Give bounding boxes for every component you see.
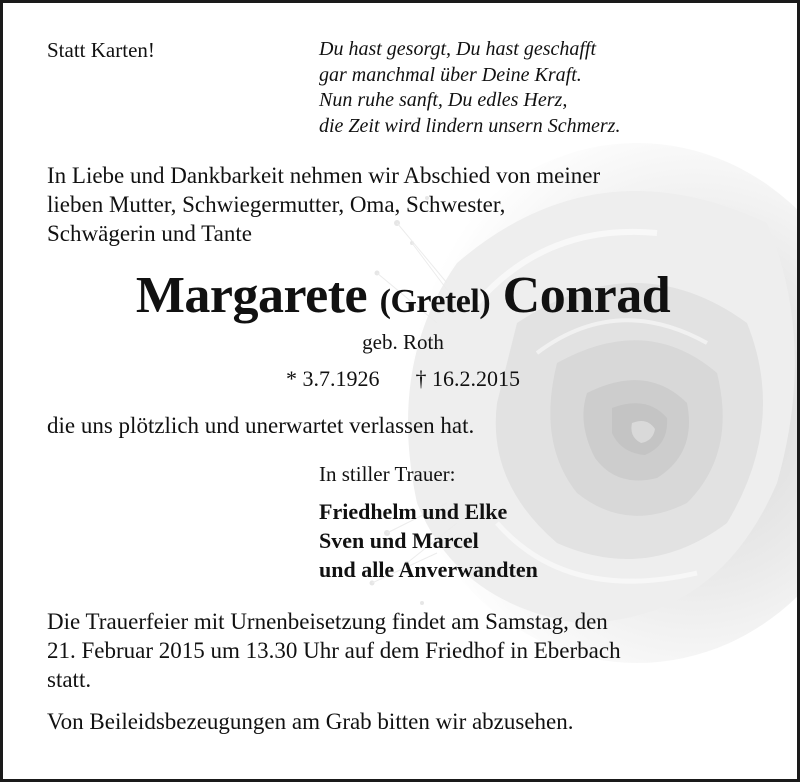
poem-line: die Zeit wird lindern unsern Schmerz. (319, 114, 621, 137)
funeral-line: 21. Februar 2015 um 13.30 Uhr auf dem Friedhof in Eberbach (47, 638, 621, 663)
poem-line: Nun ruhe sanft, Du edles Herz, (319, 89, 568, 111)
last-name: Conrad (502, 267, 671, 324)
life-dates (3, 365, 800, 393)
death-date: † 16.2.2015 (415, 366, 520, 391)
funeral-line: Die Trauerfeier mit Urnenbeisetzung findet am Samstag, den (47, 609, 608, 634)
intro-line: Schwägerin und Tante (47, 221, 252, 246)
intro-text (47, 161, 767, 248)
nickname: (Gretel) (379, 283, 491, 320)
poem-line: Du hast gesorgt, Du hast geschafft (319, 38, 597, 60)
poem-line: gar manchmal über Deine Kraft. (319, 63, 582, 86)
notice-content (3, 3, 797, 779)
intro-line: lieben Mutter, Schwiegermutter, Oma, Schwester, (47, 192, 506, 217)
statt-karten-text: Statt Karten! (47, 38, 155, 62)
mourner-name: Sven und Marcel (319, 528, 479, 553)
mourners-list (319, 497, 538, 584)
poem (319, 37, 620, 139)
birth-date: * 3.7.1926 (286, 366, 380, 391)
deceased-name (3, 265, 800, 333)
mourner-name: und alle Anverwandten (319, 557, 538, 582)
passing-text: die uns plötzlich und unerwartet verlassen hat. (47, 413, 475, 438)
closing-text: Von Beileidsbezeugungen am Grab bitten wir abzusehen. (47, 709, 574, 734)
mourner-name: Friedhelm und Elke (319, 499, 508, 524)
mourning-label: In stiller Trauer: (319, 462, 456, 486)
maiden-name: geb. Roth (362, 330, 444, 354)
intro-line: In Liebe und Dankbarkeit nehmen wir Abschied von meiner (47, 163, 601, 188)
funeral-line: statt. (47, 667, 92, 692)
funeral-info (47, 607, 767, 694)
first-name: Margarete (135, 267, 368, 324)
